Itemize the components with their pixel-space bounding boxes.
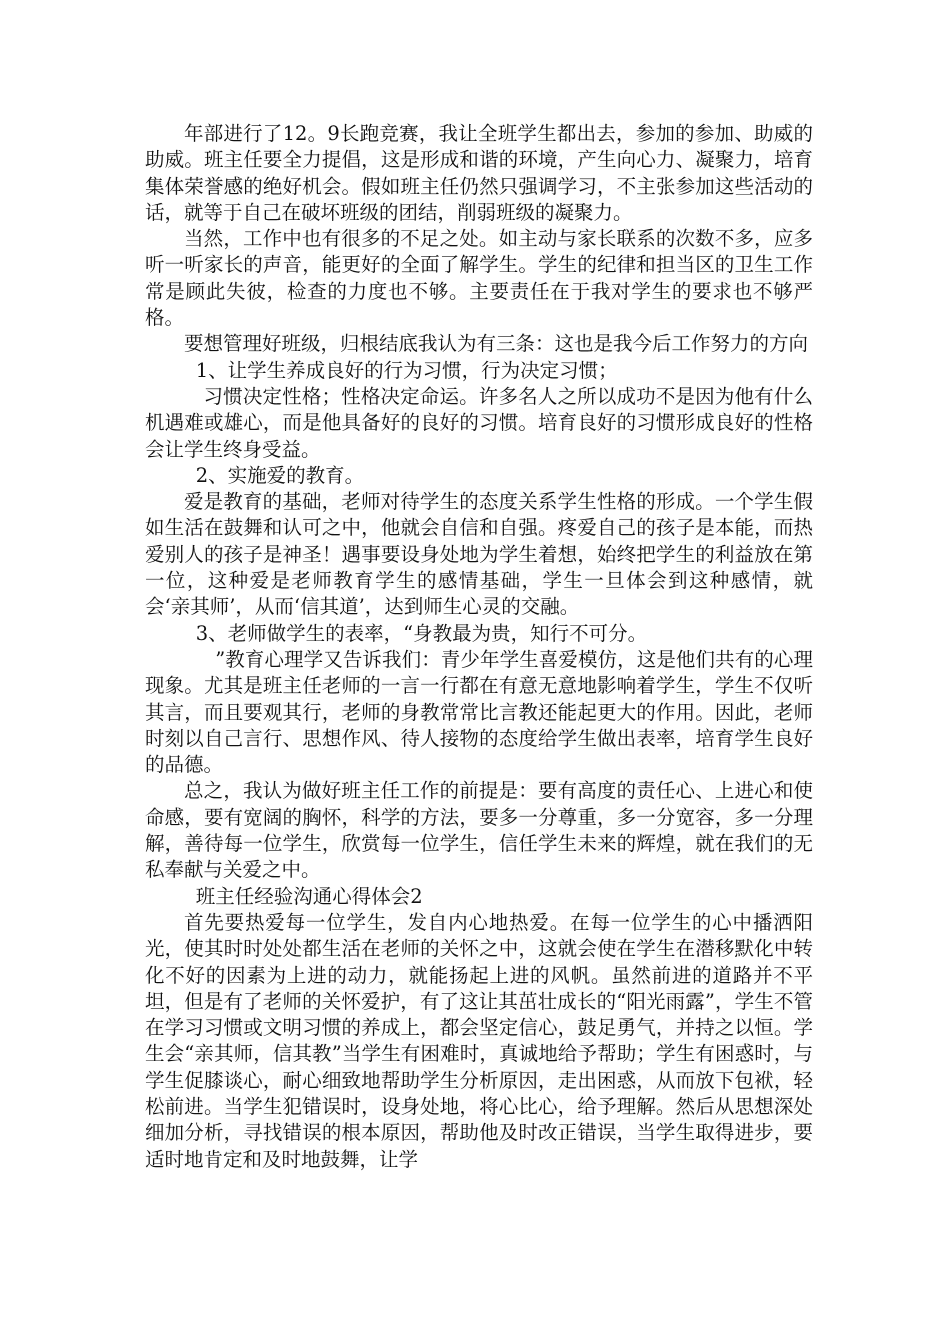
paragraph-three-points-intro: 要想管理好班级，归根结底我认为有三条：这也是我今后工作努力的方向 [184,332,809,356]
paragraph-love-students: 首先要热爱每一位学生，发自内心地热爱。在每一位学生的心中播洒阳光，使其时时处处都生活在老师的关怀之中，这就会使在学生在潜移默化中转化不好的因素为上进的动力，就能扬起上进的风帆。虽然前进的道路并不平坦，但是有了老师的关怀爱护，有了这让其茁壮成长的“阳光雨露”，学生不管在学习习惯或文明习惯的养成上，都会坚定信心，鼓足勇气，并持之以恒。学生会“亲其师，信其教”当学生有困难时，真诚地给予帮助；学生有困惑时，与学生促膝谈心，耐心细致地帮助学生分析原因，走出困惑，从而放下包袱，轻松前进。当学生犯错误时，设身处地，将心比心，给予理解。然后从思想深处细加分析，寻找错误的根本原因，帮助他及时改正错误，当学生取得进步，要适时地肯定和及时地鼓舞，让学 [145,910,813,1171]
paragraph-shortcomings: 当然，工作中也有很多的不足之处。如主动与家长联系的次数不多，应多听一听家长的声音，能更好的全面了解学生。学生的纪律和担当区的卫生工作常是顾此失彼，检查的力度也不够。主要责任在于我对学生的要求也不够严格。 [145,227,813,330]
paragraph-love-foundation: 爱是教育的基础，老师对待学生的态度关系学生性格的形成。一个学生假如生活在鼓舞和认可之中，他就会自信和自强。疼爱自己的孩子是本能，而热爱别人的孩子是神圣！遇事要设身处地为学生着想，始终把学生的利益放在第一位，这种爱是老师教育学生的感情基础，学生一旦体会到这种感情，就会‘亲其师’，从而‘信其道’，达到师生心灵的交融。 [145,490,813,619]
paragraph-conclusion: 总之，我认为做好班主任工作的前提是：要有高度的责任心、上进心和使命感，要有宽阔的胸怀，科学的方法，要多一分尊重，多一分宽容，多一分理解，善待每一位学生，欣赏每一位学生，信任学生未来的辉煌，就在我们的无私奉献与关爱之中。 [145,779,813,882]
paragraph-psychology: ”教育心理学又告诉我们：青少年学生喜爱模仿，这是他们共有的心理现象。尤其是班主任老师的一言一行都在有意无意地影响着学生，学生不仅听其言，而且要观其行，老师的身教常常比言教还能起更大的作用。因此，老师时刻以自己言行、思想作风、待人接物的态度给学生做出表率，培育学生良好的品德。 [145,647,813,777]
paragraph-running-competition: 年部进行了12。9长跑竞赛，我让全班学生都出去，参加的参加、助威的助威。班主任要全力提倡，这是形成和谐的环境，产生向心力、凝聚力，培育集体荣誉感的绝好机会。假如班主任仍然只强调学习，不主张参加这些活动的话，就等于自己在破坏班级的团结，削弱班级的凝聚力。 [145,122,813,224]
list-item-love-education: 2、实施爱的教育。 [195,463,365,487]
document-page [145,121,813,1173]
paragraph-habits-character: 习惯决定性格；性格决定命运。许多名人之所以成功不是因为他有什么机遇难或雄心，而是他具备好的良好的习惯。培育良好的习惯形成良好的性格会让学生终身受益。 [145,384,813,461]
list-item-teacher-example: 3、老师做学生的表率，“身教最为贵，知行不可分。 [195,621,648,645]
list-item-good-habits: 1、让学生养成良好的行为习惯，行为决定习惯； [195,358,618,382]
section-heading-experience-2: 班主任经验沟通心得体会2 [195,884,423,908]
